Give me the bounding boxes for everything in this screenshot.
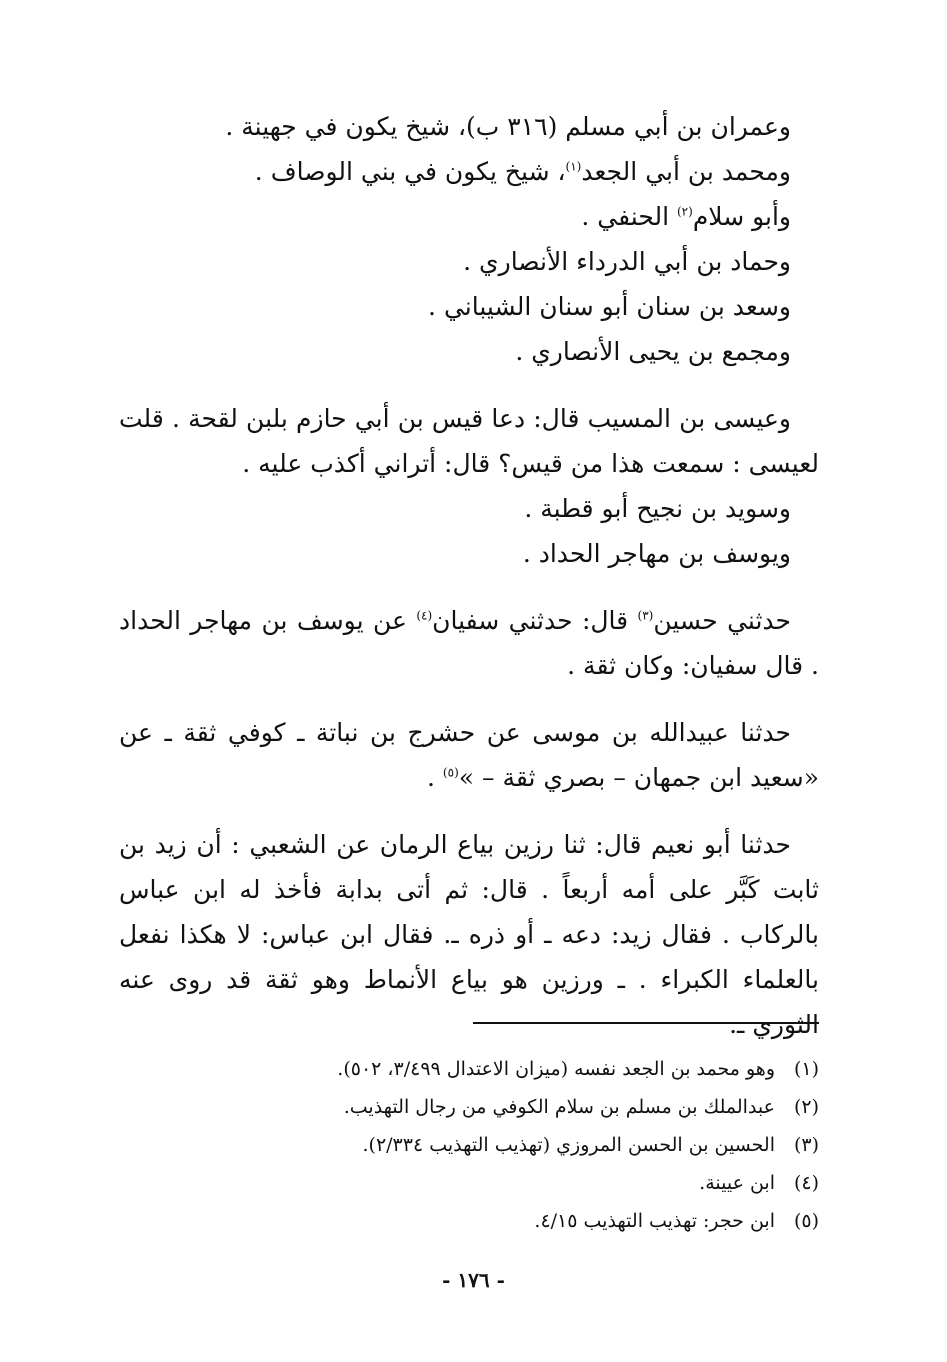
footnote-marker: (٥) — [442, 765, 459, 780]
line-text: ومحمد بن أبي الجعد — [581, 157, 791, 186]
line-text: وعمران بن أبي مسلم (٣١٦ ب)، شيخ يكون في جهينة . — [225, 112, 791, 141]
footnote-1 — [119, 1050, 819, 1088]
paragraph-husayn — [119, 598, 819, 688]
text-line — [119, 531, 819, 576]
footnote-text: عبدالملك بن مسلم بن سلام الكوفي من رجال التهذيب. — [343, 1096, 775, 1118]
footnote-text: وهو محمد بن الجعد نفسه (ميزان الاعتدال ٣/٤٩٩، ٥٠٢). — [337, 1058, 775, 1080]
para-text: عن يوسف بن مهاجر الحداد . قال سفيان: وكان ثقة . — [119, 606, 819, 680]
footnote-number: (٥) — [793, 1210, 819, 1232]
footnote-marker: (١) — [565, 159, 582, 174]
line-text: ، شيخ يكون في بني الوصاف . — [254, 157, 566, 186]
para-text: حدثنا عبيدالله بن موسى عن حشرج بن نباتة ـ كوفي ثقة ـ عن «سعيد ابن جمهان – بصري ثقة – » — [119, 718, 819, 792]
footnote-5 — [119, 1202, 819, 1240]
line-text: وسويد بن نجيح أبو قطبة . — [524, 494, 791, 523]
footnote-number: (٣) — [793, 1134, 819, 1156]
footnote-marker: (٤) — [416, 608, 433, 623]
line-text: وسعد بن سنان أبو سنان الشيباني . — [428, 292, 791, 321]
paragraph-abu-nuaym: حدثنا أبو نعيم قال: ثنا رزين بياع الرمان عن الشعبي : أن زيد بن ثابت كَبَّر على أمه أربعاً . قال: ثم أتى بدابة فأخذ له ابن عباس بالركاب . فقال زيد: دعه ـ أو ذره ـ. فقال ابن عباس: لا هكذا نفعل بالعلماء الكبراء . ـ ورزين هو بياع الأنماط وهو ثقة قد روى عنه الثوري ـ. — [119, 830, 819, 1039]
para-text: قال: حدثني سفيان — [432, 606, 638, 635]
line-text: وحماد بن أبي الدرداء الأنصاري . — [463, 247, 791, 276]
footnotes — [119, 1050, 819, 1240]
footnote-marker: (٣) — [637, 608, 654, 623]
text-line — [119, 149, 819, 194]
footnote-number: (١) — [793, 1058, 819, 1080]
footnote-marker: (٢) — [676, 204, 693, 219]
text-line — [119, 104, 819, 149]
footnote-3 — [119, 1126, 819, 1164]
footnote-text: الحسين بن الحسن المروزي (تهذيب التهذيب ٢/٣٣٤). — [362, 1134, 775, 1156]
page-number: - ١٧٦ - — [442, 1268, 505, 1292]
footnote-divider — [473, 1022, 819, 1024]
footnote-number: (٢) — [793, 1096, 819, 1118]
main-text — [119, 104, 819, 1047]
line-text: ويوسف بن مهاجر الحداد . — [522, 539, 791, 568]
para-text: حدثني حسين — [653, 606, 791, 635]
footnote-text: ابن عيينة. — [699, 1172, 775, 1194]
text-line — [119, 284, 819, 329]
paragraph-isa: وعيسى بن المسيب قال: دعا قيس بن أبي حازم بلبن لقحة . قلت لعيسى : سمعت هذا من قيس؟ قال: أتراني أكذب عليه . — [119, 404, 819, 478]
text-line — [119, 239, 819, 284]
line-text: الحنفي . — [581, 202, 677, 231]
text-line — [119, 486, 819, 531]
line-text: وأبو سلام — [692, 202, 791, 231]
text-line — [119, 329, 819, 374]
paragraph-ubaydullah — [119, 710, 819, 800]
text-line — [119, 194, 819, 239]
para-text: . — [427, 763, 443, 792]
footnote-4 — [119, 1164, 819, 1202]
footnote-2 — [119, 1088, 819, 1126]
footnote-number: (٤) — [793, 1172, 819, 1194]
line-text: ومجمع بن يحيى الأنصاري . — [515, 337, 791, 366]
footnote-text: ابن حجر: تهذيب التهذيب ٤/١٥. — [534, 1210, 775, 1232]
